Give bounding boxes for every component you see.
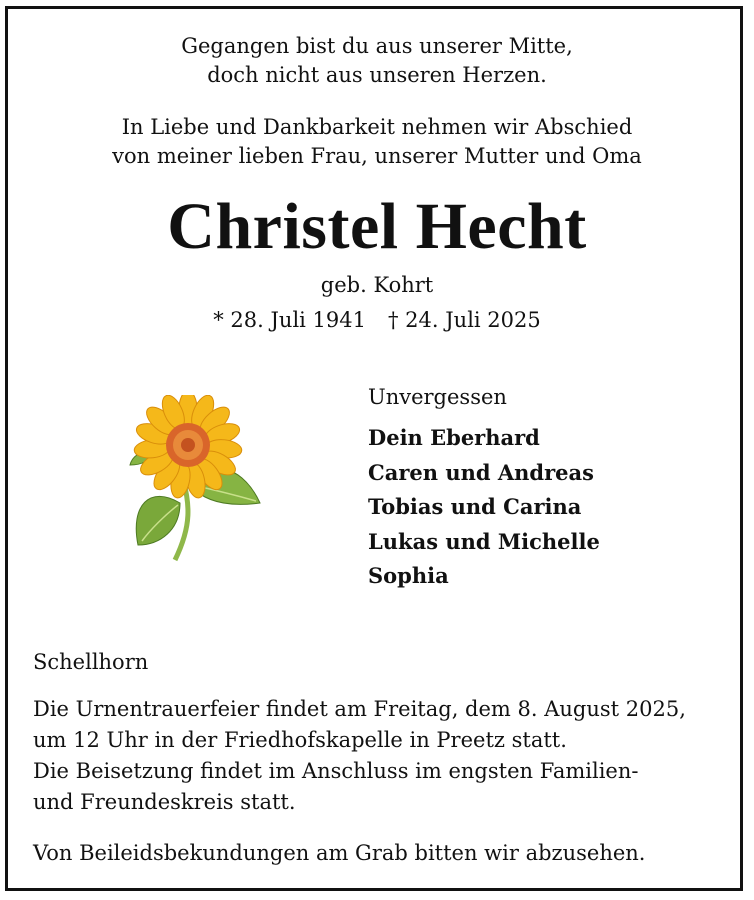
survivors-intro: Unvergessen	[368, 385, 507, 409]
service-line: um 12 Uhr in der Friedhofskapelle in Preetz statt.	[33, 728, 567, 752]
survivor-name: Sophia	[368, 563, 449, 588]
verse	[0, 32, 754, 90]
survivors	[368, 382, 600, 594]
farewell-line: von meiner lieben Frau, unserer Mutter und Oma	[112, 144, 642, 168]
survivor-name: Dein Eberhard	[368, 425, 540, 450]
survivor-name: Lukas und Michelle	[368, 528, 600, 554]
service-line: Die Urnentrauerfeier findet am Freitag, dem 8. August 2025,	[33, 697, 686, 721]
life-dates	[0, 306, 754, 334]
sunflower-icon	[120, 395, 280, 565]
service-line: und Freundeskreis statt.	[33, 790, 296, 814]
verse-line: Gegangen bist du aus unserer Mitte,	[181, 34, 573, 58]
maiden-name: geb. Kohrt	[320, 273, 434, 297]
service-line: Die Beisetzung findet im Anschluss im engsten Familien-	[33, 759, 639, 783]
service-info	[33, 694, 733, 818]
verse-line: doch nicht aus unseren Herzen.	[207, 63, 547, 87]
farewell-line: In Liebe und Dankbarkeit nehmen wir Abschied	[121, 115, 633, 139]
place: Schellhorn	[33, 650, 149, 674]
death-date: † 24. Juli 2025	[388, 308, 541, 332]
birth-date: * 28. Juli 1941	[213, 308, 366, 332]
condolence-note: Von Beileidsbekundungen am Grab bitten wir abzusehen.	[33, 841, 646, 865]
farewell-text	[0, 113, 754, 171]
survivor-name: Caren und Andreas	[368, 459, 594, 485]
deceased-name: Christel Hecht	[167, 190, 587, 263]
survivor-name: Tobias und Carina	[368, 494, 582, 519]
